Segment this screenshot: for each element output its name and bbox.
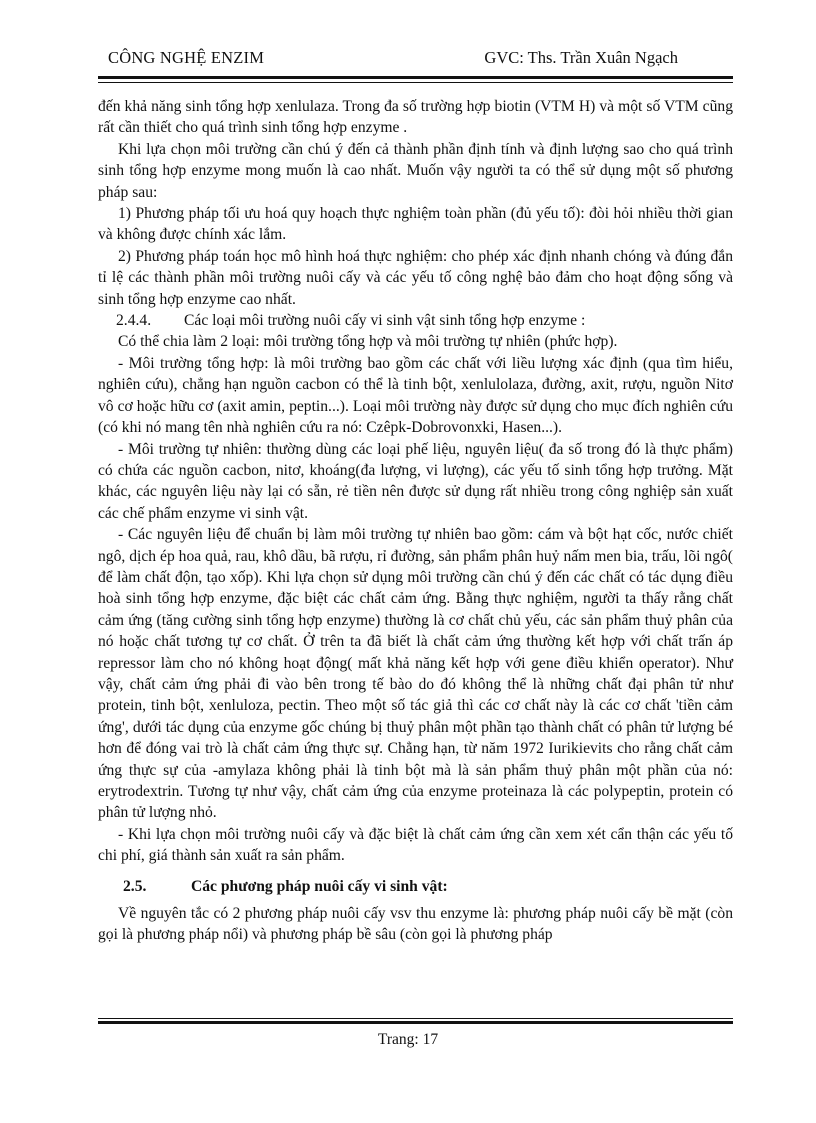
section-heading [98,876,733,897]
header-course-title: CÔNG NGHỆ ENZIM [108,48,265,67]
paragraph-list-item: 2) Phương pháp toán học mô hình hoá thực nghiệm: cho phép xác định nhanh chóng và đúng đắn tỉ lệ các thành phần môi trường nuôi cấy và các yếu tố công nghệ bảo đảm cho hoạt động sống và sinh tổng hợp enzyme cao nhất. [98,247,733,308]
paragraph: Khi lựa chọn môi trường cần chú ý đến cả thành phần định tính và định lượng sao cho quá trình sinh tổng hợp enzyme mong muốn là cao nhất. Muốn vậy người ta có thể sử dụng một số phương pháp sau: [98,140,733,201]
paragraph: đến khả năng sinh tổng hợp xenlulaza. Trong đa số trường hợp biotin (VTM H) và một số VTM cũng rất cần thiết cho quá trình sinh tổng hợp enzyme . [98,98,733,137]
subsection-heading [98,310,733,331]
paragraph: - Các nguyên liệu để chuẩn bị làm môi trường tự nhiên bao gồm: cám và bột hạt cốc, nước chiết ngô, dịch ép hoa quả, rau, khô dầu, bã rượu, rỉ đường, sản phẩm phân huỷ nấm men bia, trấu, lõi ngô( để làm chất độn, tạo xốp). Khi lựa chọn sử dụng môi trường cần chú ý đến các chất có tác dụng điều hoà sinh tổng hợp enzyme, đặc biệt các chất cảm ứng. Bằng thực nghiệm, người ta thấy rằng chất cảm ứng (tăng cường sinh tổng hợp enzyme) thường là cơ chất chủ yếu, các sản phẩm thuỷ phân của nó hoặc chất tương tự cơ chất. Ở trên ta đã biết là chất cảm ứng thường kết hợp với chất trấn áp repressor làm cho nó không hoạt động( mất khả năng kết hợp với gene điều khiển operator). Như vậy, chất cảm ứng phải đi vào bên trong tế bào do đó không thể là những chất đại phân tử như protein, tinh bột, xenluloza, pectin. Theo một số tác giả thì các cơ chất này là các cơ chất 'tiền cảm ứng', dưới tác dụng của enzyme gốc chúng bị thuỷ phân một phần tạo thành chất có phân tử lượng bé hơn để đóng vai trò là chất cảm ứng thực sự. Chẳng hạn, từ năm 1972 Iurikievits cho rằng chất cảm ứng thực sự của -amylaza không phải là tinh bột mà là sản phẩm thuỷ phân một phần của nó: erytrodextrin. Tương tự như vậy, chất cảm ứng của enzyme proteinaza là các polypeptin, protein có phân tử lượng nhỏ. [98,526,733,822]
footer-rule-thick [98,1021,733,1024]
section-title: Các phương pháp nuôi cấy vi sinh vật: [191,877,448,895]
paragraph: - Môi trường tự nhiên: thường dùng các loại phế liệu, nguyên liệu( đa số trong đó là thực phẩm) có chứa các nguồn cacbon, nitơ, khoáng(đa lượng, vi lượng), các yếu tố sinh tổng hợp trưởng. Mặt khác, các nguyên liệu này lại có sẵn, rẻ tiền nên được sử dụng rất nhiều trong công nghiệp sản xuất các chế phẩm enzyme vi sinh vật. [98,440,733,522]
header-rule-thin [98,82,733,83]
paragraph: - Môi trường tổng hợp: là môi trường bao gồm các chất với liều lượng xác định (qua tìm hiểu, nghiên cứu), chẳng hạn nguồn cacbon có thể là tinh bột, xenlulolaza, đường, axit, rượu, nguồn Nitơ vô cơ hoặc hữu cơ (axit amin, peptin...). Loại môi trường này được sử dụng cho mục đích nghiên cứu (có khi nó mang tên nhà nghiên cứu ra nó: Czêpk-Dobrovonxki, Hasen...). [98,354,733,437]
paragraph-list-item: 1) Phương pháp tối ưu hoá quy hoạch thực nghiệm toàn phần (đủ yếu tố): đòi hỏi nhiều thời gian và không được chính xác lắm. [98,205,733,244]
paragraph: Về nguyên tắc có 2 phương pháp nuôi cấy vsv thu enzyme là: phương pháp nuôi cấy bề mặt (còn gọi là phương pháp nổi) và phương pháp bề sâu (còn gọi là phương pháp [98,905,733,944]
paragraph: - Khi lựa chọn môi trường nuôi cấy và đặc biệt là chất cảm ứng cần xem xét cẩn thận các yếu tố chi phí, giá thành sản xuất ra sản phẩm. [98,825,733,865]
section-number: 2.5. [123,877,147,895]
footer-rule-thin [98,1018,733,1019]
paragraph: Có thể chia làm 2 loại: môi trường tổng hợp và môi trường tự nhiên (phức hợp). [118,333,618,351]
header-lecturer: GVC: Ths. Trần Xuân Ngạch [484,48,678,67]
page-body [98,96,733,946]
page-number: Trang: 17 [377,1031,439,1048]
subsection-number: 2.4.4. [116,312,152,330]
subsection-title: Các loại môi trường nuôi cấy vi sinh vật sinh tổng hợp enzyme : [184,312,586,330]
header-rule-thick [98,76,733,79]
